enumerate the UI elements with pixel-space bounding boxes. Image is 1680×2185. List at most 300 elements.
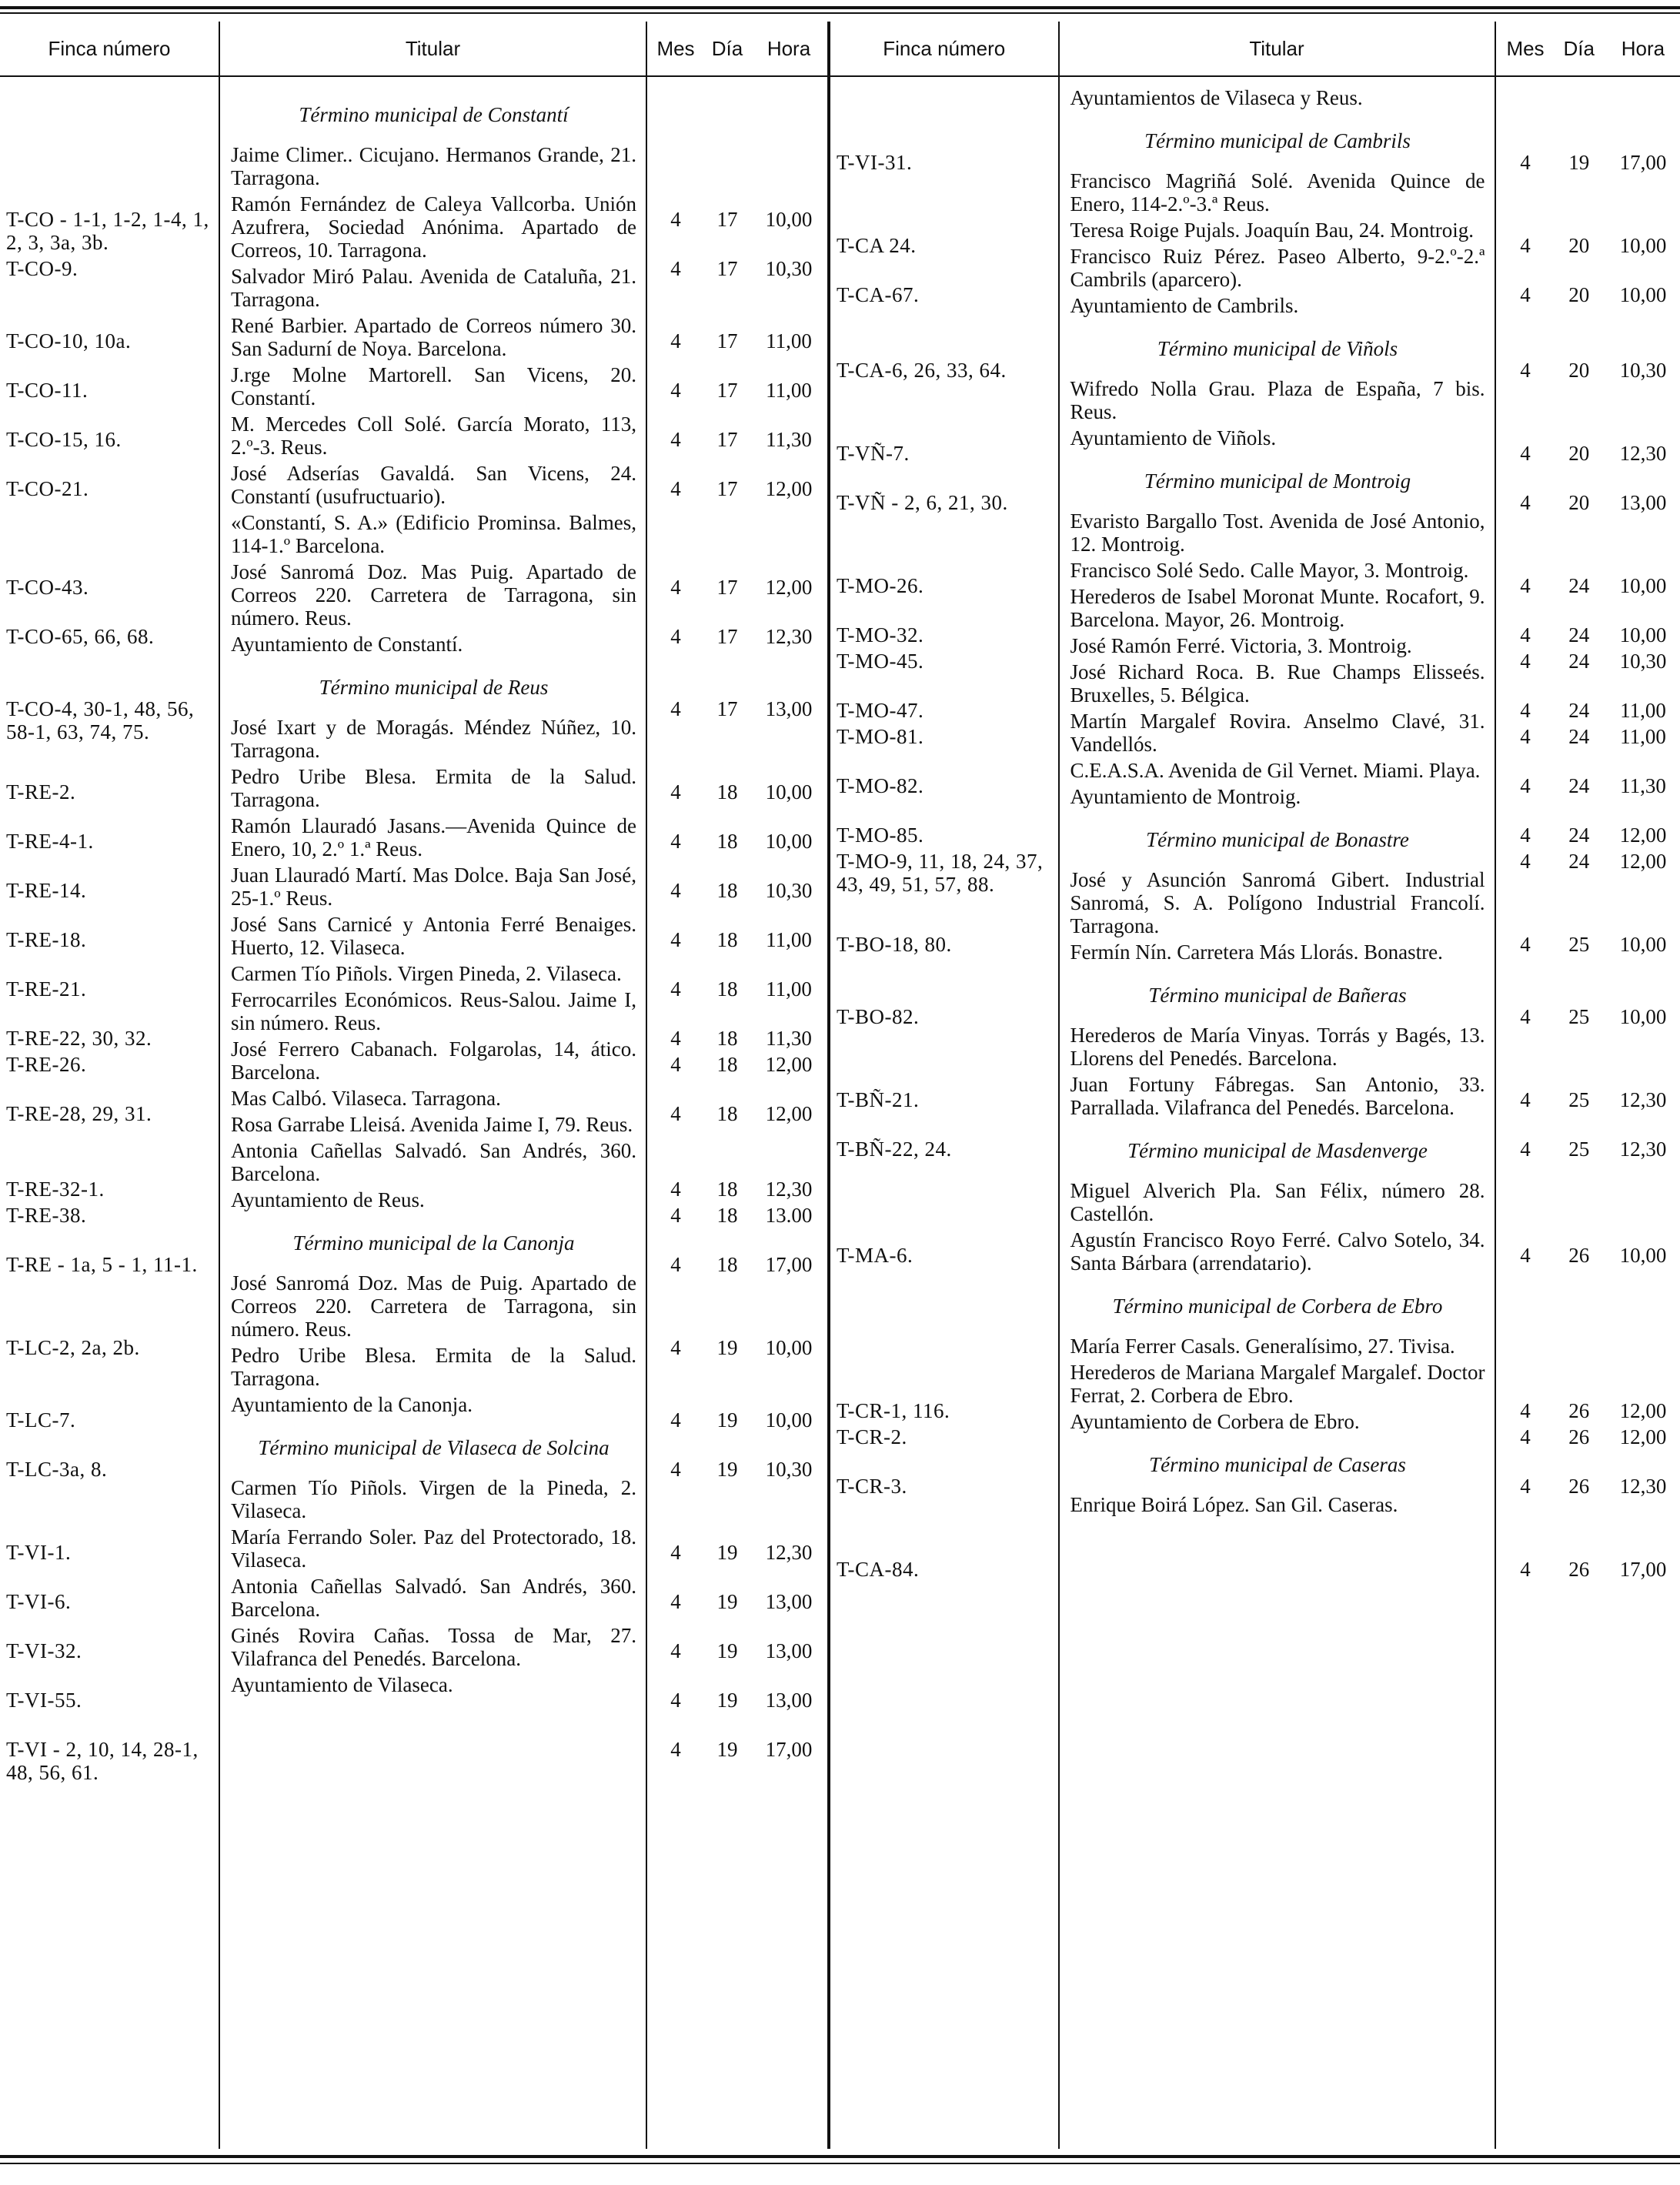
titular-entry: José Sanromá Doz. Mas Puig. Apartado de Correos 220. Carretera de Tarragona, sin número. Reus. bbox=[231, 560, 636, 630]
finca-number: T-CR-3. bbox=[837, 1475, 907, 1498]
hour-value: 10,00 bbox=[1619, 1244, 1667, 1267]
municipality-heading: Término municipal de la Canonja bbox=[292, 1231, 575, 1255]
finca-number: T-CA 24. bbox=[837, 234, 917, 257]
hour-value: 13,00 bbox=[765, 697, 813, 720]
municipality-heading: Término municipal de Vilaseca de Solcina bbox=[258, 1436, 610, 1459]
top-rule-thin bbox=[0, 12, 1680, 14]
hour-value: 10,00 bbox=[1619, 234, 1667, 257]
municipality-heading: Término municipal de Corbera de Ebro bbox=[1112, 1295, 1443, 1318]
titular-entry: Ayuntamiento de Cambrils. bbox=[1070, 294, 1299, 317]
month-value: 4 bbox=[670, 379, 681, 402]
day-value: 26 bbox=[1568, 1425, 1590, 1448]
day-value: 24 bbox=[1568, 725, 1590, 748]
header-mes: Mes bbox=[1495, 22, 1555, 76]
hour-value: 10,00 bbox=[765, 780, 813, 804]
day-value: 25 bbox=[1568, 1088, 1590, 1111]
day-value: 18 bbox=[716, 1204, 738, 1227]
municipality-heading: Término municipal de Constantí bbox=[299, 103, 569, 126]
mes-column bbox=[646, 76, 704, 2149]
bottom-rule-thin bbox=[0, 2163, 1680, 2164]
hour-value: 10,30 bbox=[1619, 359, 1667, 382]
finca-column bbox=[830, 76, 1059, 2149]
hour-value: 12,30 bbox=[1619, 1475, 1667, 1498]
day-value: 24 bbox=[1568, 699, 1590, 722]
day-value: 18 bbox=[716, 830, 738, 853]
hour-value: 12,00 bbox=[1619, 824, 1667, 847]
day-value: 19 bbox=[716, 1541, 738, 1564]
day-value: 17 bbox=[716, 428, 738, 451]
month-value: 4 bbox=[1520, 650, 1531, 673]
hour-value: 13,00 bbox=[1619, 491, 1667, 514]
header-titular: Titular bbox=[219, 22, 646, 76]
month-value: 4 bbox=[670, 1204, 681, 1227]
month-value: 4 bbox=[1520, 824, 1531, 847]
month-value: 4 bbox=[1520, 1558, 1531, 1581]
hour-value: 10,00 bbox=[765, 830, 813, 853]
titular-column bbox=[219, 76, 646, 2149]
finca-number: T-CO-65, 66, 68. bbox=[6, 625, 155, 648]
header-hora: Hora bbox=[1603, 22, 1680, 76]
titular-entry: Ferrocarriles Económicos. Reus-Salou. Jaime I, sin número. Reus. bbox=[231, 988, 636, 1034]
finca-number: T-MO-82. bbox=[837, 774, 924, 797]
hour-value: 11,30 bbox=[766, 428, 812, 451]
hour-value: 12,00 bbox=[1619, 850, 1667, 873]
finca-number: T-CO-15, 16. bbox=[6, 428, 122, 451]
month-value: 4 bbox=[1520, 933, 1531, 956]
finca-number: T-VÑ - 2, 6, 21, 30. bbox=[837, 491, 1008, 514]
day-value: 24 bbox=[1568, 574, 1590, 597]
finca-number: T-RE-28, 29, 31. bbox=[6, 1102, 152, 1125]
day-value: 19 bbox=[716, 1738, 738, 1761]
hour-value: 12,30 bbox=[1619, 1138, 1667, 1161]
day-value: 18 bbox=[716, 1027, 738, 1050]
day-value: 19 bbox=[716, 1639, 738, 1662]
finca-number: T-VI-55. bbox=[6, 1689, 82, 1712]
finca-number: T-RE-14. bbox=[6, 879, 87, 902]
hour-value: 12,00 bbox=[1619, 1399, 1667, 1422]
month-value: 4 bbox=[1520, 574, 1531, 597]
day-value: 18 bbox=[716, 780, 738, 804]
titular-entry: Ginés Rovira Cañas. Tossa de Mar, 27. Vilafranca del Penedés. Barcelona. bbox=[231, 1624, 636, 1670]
day-value: 17 bbox=[716, 329, 738, 352]
titular-entry: Teresa Roige Pujals. Joaquín Bau, 24. Montroig. bbox=[1070, 219, 1475, 242]
titular-entry: José Richard Roca. B. Rue Champs Elisseés. Bruxelles, 5. Bélgica. bbox=[1070, 660, 1485, 707]
hour-value: 12,30 bbox=[1619, 442, 1667, 465]
month-value: 4 bbox=[670, 257, 681, 280]
day-value: 25 bbox=[1568, 1138, 1590, 1161]
finca-number: T-VI-31. bbox=[837, 151, 913, 174]
mes-column bbox=[1495, 76, 1555, 2149]
day-value: 19 bbox=[716, 1458, 738, 1481]
day-value: 19 bbox=[1568, 151, 1590, 174]
top-rule bbox=[0, 6, 1680, 9]
titular-entry: Martín Margalef Rovira. Anselmo Clavé, 31. Vandellós. bbox=[1070, 710, 1485, 756]
day-value: 26 bbox=[1568, 1244, 1590, 1267]
month-value: 4 bbox=[670, 830, 681, 853]
titular-entry: Francisco Ruiz Pérez. Paseo Alberto, 9-2.º-2.ª Cambrils (aparcero). bbox=[1070, 245, 1485, 291]
titular-entry: Ayuntamientos de Vilaseca y Reus. bbox=[1070, 86, 1363, 109]
day-value: 25 bbox=[1568, 1005, 1590, 1028]
titular-entry: Ayuntamiento de la Canonja. bbox=[231, 1393, 473, 1416]
titular-entry: Herederos de Isabel Moronat Munte. Rocafort, 9. Barcelona. Mayor, 26. Montroig. bbox=[1070, 585, 1485, 631]
finca-number: T-CR-2. bbox=[837, 1425, 907, 1448]
finca-number: T-BO-18, 80. bbox=[837, 933, 952, 956]
month-value: 4 bbox=[1520, 1399, 1531, 1422]
finca-number: T-CO-10, 10a. bbox=[6, 329, 132, 352]
month-value: 4 bbox=[1520, 774, 1531, 797]
month-value: 4 bbox=[670, 1336, 681, 1359]
titular-entry: Ayuntamiento de Montroig. bbox=[1070, 785, 1301, 808]
day-value: 24 bbox=[1568, 774, 1590, 797]
header-dia: Día bbox=[704, 22, 750, 76]
hour-value: 13.00 bbox=[765, 1204, 813, 1227]
finca-number: T-CO-9. bbox=[6, 257, 78, 280]
day-value: 17 bbox=[716, 625, 738, 648]
titular-entry: María Ferrando Soler. Paz del Protectorado, 18. Vilaseca. bbox=[231, 1525, 636, 1572]
header-finca: Finca número bbox=[0, 22, 219, 76]
month-value: 4 bbox=[670, 879, 681, 902]
finca-number: T-BO-82. bbox=[837, 1005, 920, 1028]
finca-number: T-RE-38. bbox=[6, 1204, 87, 1227]
hour-value: 12,30 bbox=[765, 625, 813, 648]
titular-entry: Antonia Cañellas Salvadó. San Andrés, 360. Barcelona. bbox=[231, 1575, 636, 1621]
month-value: 4 bbox=[1520, 491, 1531, 514]
titular-entry: Fermín Nín. Carretera Más Llorás. Bonastre. bbox=[1070, 940, 1443, 964]
dia-column bbox=[704, 76, 750, 2149]
finca-number: T-CA-67. bbox=[837, 283, 920, 306]
finca-number: T-RE-32-1. bbox=[6, 1178, 105, 1201]
finca-number: T-CO-4, 30-1, 48, 56, 58-1, 63, 74, 75. bbox=[6, 697, 195, 743]
hour-value: 11,00 bbox=[766, 329, 812, 352]
finca-number: T-RE-2. bbox=[6, 780, 76, 804]
finca-number: T-CA-6, 26, 33, 64. bbox=[837, 359, 1007, 382]
titular-entry: Ayuntamiento de Constantí. bbox=[231, 633, 463, 656]
day-value: 20 bbox=[1568, 491, 1590, 514]
hour-value: 12,00 bbox=[765, 576, 813, 599]
titular-column bbox=[1059, 76, 1495, 2149]
month-value: 4 bbox=[1520, 1005, 1531, 1028]
finca-number: T-VI-6. bbox=[6, 1590, 72, 1613]
day-value: 17 bbox=[716, 697, 738, 720]
month-value: 4 bbox=[1520, 359, 1531, 382]
hour-value: 11,00 bbox=[766, 379, 812, 402]
month-value: 4 bbox=[670, 1253, 681, 1276]
month-value: 4 bbox=[1520, 1425, 1531, 1448]
hour-value: 10,00 bbox=[765, 1336, 813, 1359]
finca-number: T-RE - 1a, 5 - 1, 11-1. bbox=[6, 1253, 198, 1276]
day-value: 26 bbox=[1568, 1558, 1590, 1581]
finca-number: T-CA-84. bbox=[837, 1558, 920, 1581]
finca-number: T-MO-32. bbox=[837, 623, 924, 646]
header-dia: Día bbox=[1555, 22, 1603, 76]
titular-entry: José Ramón Ferré. Victoria, 3. Montroig. bbox=[1070, 634, 1412, 657]
finca-number: T-VI-1. bbox=[6, 1541, 72, 1564]
municipality-heading: Término municipal de Montroig bbox=[1144, 469, 1411, 493]
month-value: 4 bbox=[670, 477, 681, 500]
hour-value: 11,30 bbox=[1620, 774, 1666, 797]
hour-value: 17,00 bbox=[765, 1738, 813, 1761]
hour-value: 10,00 bbox=[1619, 933, 1667, 956]
header-finca: Finca número bbox=[830, 22, 1059, 76]
hora-column bbox=[750, 76, 827, 2149]
titular-entry: Wifredo Nolla Grau. Plaza de España, 7 bis. Reus. bbox=[1070, 377, 1485, 423]
hour-value: 10,30 bbox=[765, 257, 813, 280]
titular-entry: Ayuntamiento de Vilaseca. bbox=[231, 1673, 453, 1696]
municipality-heading: Término municipal de Viñols bbox=[1157, 337, 1398, 360]
finca-number: T-MO-45. bbox=[837, 650, 924, 673]
titular-entry: Agustín Francisco Royo Ferré. Calvo Sotelo, 34. Santa Bárbara (arrendatario). bbox=[1070, 1228, 1485, 1275]
finca-number: T-RE-21. bbox=[6, 977, 87, 1001]
finca-number: T-CO-11. bbox=[6, 379, 89, 402]
day-value: 20 bbox=[1568, 359, 1590, 382]
month-value: 4 bbox=[670, 1178, 681, 1201]
month-value: 4 bbox=[1520, 725, 1531, 748]
header-mes: Mes bbox=[646, 22, 704, 76]
day-value: 24 bbox=[1568, 824, 1590, 847]
titular-entry: Ayuntamiento de Reus. bbox=[231, 1188, 425, 1211]
titular-entry: José Ferrero Cabanach. Folgarolas, 14, ático. Barcelona. bbox=[231, 1037, 636, 1084]
titular-entry: Carmen Tío Piñols. Virgen de la Pineda, 2. Vilaseca. bbox=[231, 1476, 636, 1522]
day-value: 24 bbox=[1568, 850, 1590, 873]
titular-entry: José Sanromá Doz. Mas de Puig. Apartado de Correos 220. Carretera de Tarragona, sin número. Reus. bbox=[231, 1271, 636, 1341]
day-value: 26 bbox=[1568, 1399, 1590, 1422]
finca-number: T-VI - 2, 10, 14, 28-1, 48, 56, 61. bbox=[6, 1738, 199, 1784]
month-value: 4 bbox=[670, 1590, 681, 1613]
day-value: 24 bbox=[1568, 650, 1590, 673]
hour-value: 17,00 bbox=[1619, 1558, 1667, 1581]
header-row bbox=[830, 22, 1680, 76]
titular-entry: Antonia Cañellas Salvadó. San Andrés, 360. Barcelona. bbox=[231, 1139, 636, 1185]
finca-number: T-MO-9, 11, 18, 24, 37, 43, 49, 51, 57, 88. bbox=[837, 850, 1044, 896]
month-value: 4 bbox=[1520, 1138, 1531, 1161]
titular-entry: Ramón Fernández de Caleya Vallcorba. Unión Azufrera, Sociedad Anónima. Apartado de Correos, 10. Tarragona. bbox=[231, 192, 636, 262]
titular-entry: María Ferrer Casals. Generalísimo, 27. Tivisa. bbox=[1070, 1335, 1455, 1358]
municipality-heading: Término municipal de Cambrils bbox=[1144, 129, 1411, 152]
day-value: 19 bbox=[716, 1689, 738, 1712]
hour-value: 10,30 bbox=[765, 879, 813, 902]
titular-entry: Evaristo Bargallo Tost. Avenida de José Antonio, 12. Montroig. bbox=[1070, 509, 1485, 556]
finca-number: T-MO-85. bbox=[837, 824, 924, 847]
titular-entry: M. Mercedes Coll Solé. García Morato, 113, 2.º-3. Reus. bbox=[231, 413, 636, 459]
titular-entry: Ayuntamiento de Viñols. bbox=[1070, 426, 1277, 449]
titular-entry: Pedro Uribe Blesa. Ermita de la Salud. Tarragona. bbox=[231, 1344, 636, 1390]
document-page bbox=[0, 22, 1680, 2149]
titular-entry: José Ixart y de Moragás. Méndez Núñez, 10. Tarragona. bbox=[231, 716, 636, 762]
month-value: 4 bbox=[670, 1738, 681, 1761]
finca-number: T-CO - 1-1, 1-2, 1-4, 1, 2, 3, 3a, 3b. bbox=[6, 208, 209, 254]
hour-value: 11,00 bbox=[1620, 699, 1666, 722]
day-value: 24 bbox=[1568, 623, 1590, 646]
titular-entry: Carmen Tío Piñols. Virgen Pineda, 2. Vilaseca. bbox=[231, 962, 622, 985]
header-row bbox=[0, 22, 827, 76]
titular-entry: Herederos de María Vinyas. Torrás y Bagés, 13. Llorens del Penedés. Barcelona. bbox=[1070, 1024, 1485, 1070]
month-value: 4 bbox=[670, 576, 681, 599]
titular-entry: Enrique Boirá López. San Gil. Caseras. bbox=[1070, 1493, 1398, 1516]
month-value: 4 bbox=[670, 625, 681, 648]
titular-entry: Mas Calbó. Vilaseca. Tarragona. bbox=[231, 1087, 501, 1110]
month-value: 4 bbox=[670, 928, 681, 951]
month-value: 4 bbox=[1520, 283, 1531, 306]
titular-entry: Salvador Miró Palau. Avenida de Cataluña, 21. Tarragona. bbox=[231, 265, 636, 311]
hour-value: 12,00 bbox=[765, 1102, 813, 1125]
day-value: 26 bbox=[1568, 1475, 1590, 1498]
month-value: 4 bbox=[670, 1458, 681, 1481]
month-value: 4 bbox=[1520, 151, 1531, 174]
titular-entry: Ramón Llauradó Jasans.—Avenida Quince de Enero, 10, 2.º 1.ª Reus. bbox=[231, 814, 636, 860]
finca-number: T-CO-21. bbox=[6, 477, 89, 500]
hour-value: 10,00 bbox=[765, 1408, 813, 1432]
hour-value: 13,00 bbox=[765, 1590, 813, 1613]
month-value: 4 bbox=[670, 977, 681, 1001]
titular-entry: René Barbier. Apartado de Correos número 30. San Sadurní de Noya. Barcelona. bbox=[231, 314, 636, 360]
finca-number: T-MO-81. bbox=[837, 725, 924, 748]
hour-value: 11,30 bbox=[766, 1027, 812, 1050]
bottom-rule bbox=[0, 2155, 1680, 2158]
finca-number: T-MA-6. bbox=[837, 1244, 913, 1267]
month-value: 4 bbox=[1520, 442, 1531, 465]
right-table-half bbox=[830, 22, 1680, 2149]
day-value: 20 bbox=[1568, 234, 1590, 257]
header-titular: Titular bbox=[1059, 22, 1495, 76]
month-value: 4 bbox=[670, 1541, 681, 1564]
month-value: 4 bbox=[670, 1053, 681, 1076]
finca-number: T-LC-2, 2a, 2b. bbox=[6, 1336, 140, 1359]
titular-entry: Pedro Uribe Blesa. Ermita de la Salud. Tarragona. bbox=[231, 765, 636, 811]
day-value: 19 bbox=[716, 1590, 738, 1613]
hour-value: 11,00 bbox=[1620, 725, 1666, 748]
month-value: 4 bbox=[1520, 1088, 1531, 1111]
day-value: 18 bbox=[716, 1178, 738, 1201]
finca-number: T-BÑ-22, 24. bbox=[837, 1138, 952, 1161]
municipality-heading: Término municipal de Caseras bbox=[1149, 1453, 1406, 1476]
month-value: 4 bbox=[1520, 699, 1531, 722]
left-table-half bbox=[0, 22, 827, 2149]
day-value: 18 bbox=[716, 1253, 738, 1276]
hour-value: 12,00 bbox=[1619, 1425, 1667, 1448]
day-value: 17 bbox=[716, 477, 738, 500]
day-value: 19 bbox=[716, 1408, 738, 1432]
month-value: 4 bbox=[1520, 623, 1531, 646]
finca-number: T-RE-4-1. bbox=[6, 830, 94, 853]
finca-number: T-RE-18. bbox=[6, 928, 87, 951]
finca-number: T-RE-26. bbox=[6, 1053, 87, 1076]
header-hora: Hora bbox=[750, 22, 827, 76]
municipality-heading: Término municipal de Masdenverge bbox=[1127, 1139, 1428, 1162]
month-value: 4 bbox=[670, 208, 681, 231]
month-value: 4 bbox=[670, 1102, 681, 1125]
day-value: 18 bbox=[716, 1102, 738, 1125]
month-value: 4 bbox=[670, 1408, 681, 1432]
month-value: 4 bbox=[670, 1689, 681, 1712]
titular-entry: José y Asunción Sanromá Gibert. Industrial Sanromá, S. A. Polígono Industrial Francolí. Tarragona. bbox=[1070, 868, 1485, 937]
right-table bbox=[830, 22, 1680, 2149]
hour-value: 12,30 bbox=[765, 1541, 813, 1564]
left-table bbox=[0, 22, 827, 2149]
finca-number: T-RE-22, 30, 32. bbox=[6, 1027, 152, 1050]
hour-value: 11,00 bbox=[766, 928, 812, 951]
day-value: 20 bbox=[1568, 283, 1590, 306]
municipality-heading: Término municipal de Bañeras bbox=[1148, 984, 1407, 1007]
hour-value: 10,30 bbox=[1619, 650, 1667, 673]
hour-value: 12,30 bbox=[1619, 1088, 1667, 1111]
hour-value: 13,00 bbox=[765, 1689, 813, 1712]
finca-number: T-LC-7. bbox=[6, 1408, 76, 1432]
titular-entry: Rosa Garrabe Lleisá. Avenida Jaime I, 79. Reus. bbox=[231, 1113, 633, 1136]
titular-entry: Jaime Climer.. Cicujano. Hermanos Grande, 21. Tarragona. bbox=[231, 143, 636, 189]
hour-value: 10,00 bbox=[765, 208, 813, 231]
finca-number: T-CO-43. bbox=[6, 576, 89, 599]
hour-value: 17,00 bbox=[765, 1253, 813, 1276]
day-value: 18 bbox=[716, 1053, 738, 1076]
titular-entry: José Adserías Gavaldá. San Vicens, 24. Constantí (usufructuario). bbox=[231, 462, 636, 508]
finca-column bbox=[0, 76, 219, 2149]
month-value: 4 bbox=[1520, 1244, 1531, 1267]
titular-entry: Herederos de Mariana Margalef Margalef. Doctor Ferrat, 2. Corbera de Ebro. bbox=[1070, 1361, 1485, 1407]
titular-entry: Juan Llauradó Martí. Mas Dolce. Baja San José, 25-1.º Reus. bbox=[231, 864, 636, 910]
day-value: 18 bbox=[716, 879, 738, 902]
municipality-heading: Término municipal de Bonastre bbox=[1146, 828, 1409, 851]
titular-entry: J.rge Molne Martorell. San Vicens, 20. Constantí. bbox=[231, 363, 636, 409]
titular-entry: Miguel Alverich Pla. San Félix, número 28. Castellón. bbox=[1070, 1179, 1485, 1225]
finca-number: T-MO-26. bbox=[837, 574, 924, 597]
titular-entry: C.E.A.S.A. Avenida de Gil Vernet. Miami. Playa. bbox=[1070, 759, 1481, 782]
day-value: 25 bbox=[1568, 933, 1590, 956]
municipality-heading: Término municipal de Reus bbox=[319, 676, 549, 699]
finca-number: T-BÑ-21. bbox=[837, 1088, 920, 1111]
hora-column bbox=[1603, 76, 1680, 2149]
month-value: 4 bbox=[1520, 1475, 1531, 1498]
hour-value: 17,00 bbox=[1619, 151, 1667, 174]
hour-value: 12,00 bbox=[765, 1053, 813, 1076]
month-value: 4 bbox=[670, 1639, 681, 1662]
day-value: 18 bbox=[716, 928, 738, 951]
hour-value: 10,00 bbox=[1619, 283, 1667, 306]
hour-value: 13,00 bbox=[765, 1639, 813, 1662]
hour-value: 10,00 bbox=[1619, 574, 1667, 597]
hour-value: 12,30 bbox=[765, 1178, 813, 1201]
hour-value: 10,00 bbox=[1619, 623, 1667, 646]
finca-number: T-MO-47. bbox=[837, 699, 924, 722]
hour-value: 11,00 bbox=[766, 977, 812, 1001]
finca-number: T-VI-32. bbox=[6, 1639, 82, 1662]
day-value: 18 bbox=[716, 977, 738, 1001]
month-value: 4 bbox=[1520, 850, 1531, 873]
titular-entry: Ayuntamiento de Corbera de Ebro. bbox=[1070, 1410, 1360, 1433]
titular-entry: Francisco Magriñá Solé. Avenida Quince de Enero, 114-2.º-3.ª Reus. bbox=[1070, 169, 1485, 215]
finca-number: T-CR-1, 116. bbox=[837, 1399, 950, 1422]
day-value: 17 bbox=[716, 379, 738, 402]
month-value: 4 bbox=[670, 428, 681, 451]
day-value: 17 bbox=[716, 576, 738, 599]
month-value: 4 bbox=[670, 1027, 681, 1050]
month-value: 4 bbox=[670, 697, 681, 720]
dia-column bbox=[1555, 76, 1603, 2149]
day-value: 20 bbox=[1568, 442, 1590, 465]
titular-entry: Francisco Solé Sedo. Calle Mayor, 3. Montroig. bbox=[1070, 559, 1469, 582]
finca-number: T-LC-3a, 8. bbox=[6, 1458, 108, 1481]
day-value: 19 bbox=[716, 1336, 738, 1359]
month-value: 4 bbox=[670, 329, 681, 352]
titular-entry: «Constantí, S. A.» (Edificio Prominsa. Balmes, 114-1.º Barcelona. bbox=[231, 511, 636, 557]
day-value: 17 bbox=[716, 257, 738, 280]
month-value: 4 bbox=[670, 780, 681, 804]
hour-value: 10,00 bbox=[1619, 1005, 1667, 1028]
titular-entry: Juan Fortuny Fábregas. San Antonio, 33. Parrallada. Vilafranca del Penedés. Barcelona. bbox=[1070, 1073, 1485, 1119]
hour-value: 10,30 bbox=[765, 1458, 813, 1481]
day-value: 17 bbox=[716, 208, 738, 231]
month-value: 4 bbox=[1520, 234, 1531, 257]
finca-number: T-VÑ-7. bbox=[837, 442, 910, 465]
